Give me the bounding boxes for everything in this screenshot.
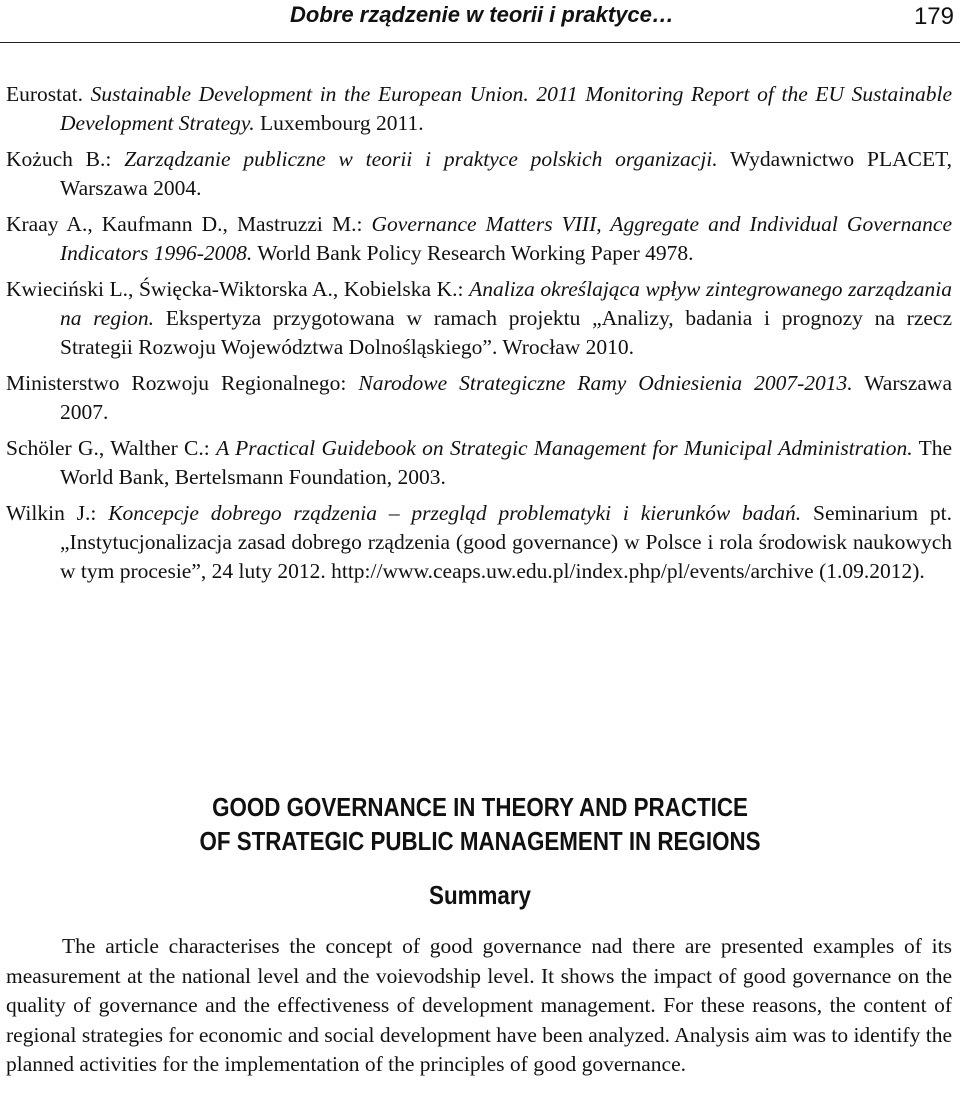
reference-authors: Schöler G., Walther C.: xyxy=(6,436,210,460)
reference-title: Zarządzanie publiczne w teorii i praktyce polskich organizacji. xyxy=(124,147,718,171)
reference-title: Koncepcje dobrego rządzenia – przegląd problematyki i kierunków badań. xyxy=(108,501,802,525)
reference-entry xyxy=(6,369,952,427)
reference-entry xyxy=(6,80,952,138)
reference-details: Warszawa 2007. xyxy=(60,371,952,424)
reference-details: Wydawnictwo PLACET, Warszawa 2004. xyxy=(60,147,952,200)
reference-entry xyxy=(6,275,952,362)
reference-entry xyxy=(6,145,952,203)
reference-entry xyxy=(6,210,952,268)
english-title-line-1: GOOD GOVERNANCE IN THEORY AND PRACTICE xyxy=(212,792,748,822)
reference-title: Narodowe Strategiczne Ramy Odniesienia 2007-2013. xyxy=(358,371,853,395)
reference-title: A Practical Guidebook on Strategic Management for Municipal Administration. xyxy=(216,436,913,460)
reference-details: Seminarium pt. „Instytucjonalizacja zasad dobrego rządzenia (good governance) w Polsce i rola środowisk naukowych w tym procesie”, 24 luty 2012. http://www.ceaps.uw.edu.pl/index.php/pl/events/archive (1.09.2012). xyxy=(60,501,953,583)
reference-authors: Ministerstwo Rozwoju Regionalnego: xyxy=(6,371,347,395)
reference-title: Governance Matters VIII, Aggregate and Individual Governance Indicators 1996-2008. xyxy=(60,212,952,265)
reference-authors: Eurostat. xyxy=(6,82,84,106)
reference-title: Sustainable Development in the European Union. 2011 Monitoring Report of the EU Sustainable Development Strategy. xyxy=(60,82,952,135)
reference-authors: Kwieciński L., Święcka-Wiktorska A., Kobielska K.: xyxy=(6,277,464,301)
english-title-block xyxy=(0,790,960,912)
running-title: Dobre rządzenie w teorii i praktyce… xyxy=(290,2,674,27)
summary-heading: Summary xyxy=(429,880,531,910)
reference-details: Luxembourg 2011. xyxy=(260,111,424,135)
bibliography xyxy=(6,80,952,593)
english-title-line-2: OF STRATEGIC PUBLIC MANAGEMENT IN REGIONS xyxy=(199,826,761,856)
reference-authors: Kożuch B.: xyxy=(6,147,112,171)
reference-details: The World Bank, Bertelsmann Foundation, 2003. xyxy=(60,436,952,489)
summary-paragraph: The article characterises the concept of good governance nad there are presented examples of its measurement at the national level and the voievodship level. It shows the impact of good governance on the quality of governance and the effectiveness of development management. For these reasons, the content of regional strategies for economic and social development have been analyzed. Analysis aim was to identify the planned activities for the implementation of the principles of good governance. xyxy=(6,934,952,1076)
page-number: 179 xyxy=(913,3,954,30)
reference-title: Analiza określająca wpływ zintegrowanego zarządzania na region. xyxy=(60,277,953,330)
page-header xyxy=(0,0,960,43)
reference-authors: Kraay A., Kaufmann D., Mastruzzi M.: xyxy=(6,212,363,236)
reference-entry xyxy=(6,499,952,586)
reference-entry xyxy=(6,434,952,492)
reference-details: World Bank Policy Research Working Paper 4978. xyxy=(257,241,694,265)
reference-details: Ekspertyza przygotowana w ramach projektu „Analizy, badania i prognozy na rzecz Strategii Rozwoju Województwa Dolnośląskiego”. Wrocław 2010. xyxy=(60,306,952,359)
reference-authors: Wilkin J.: xyxy=(6,501,97,525)
